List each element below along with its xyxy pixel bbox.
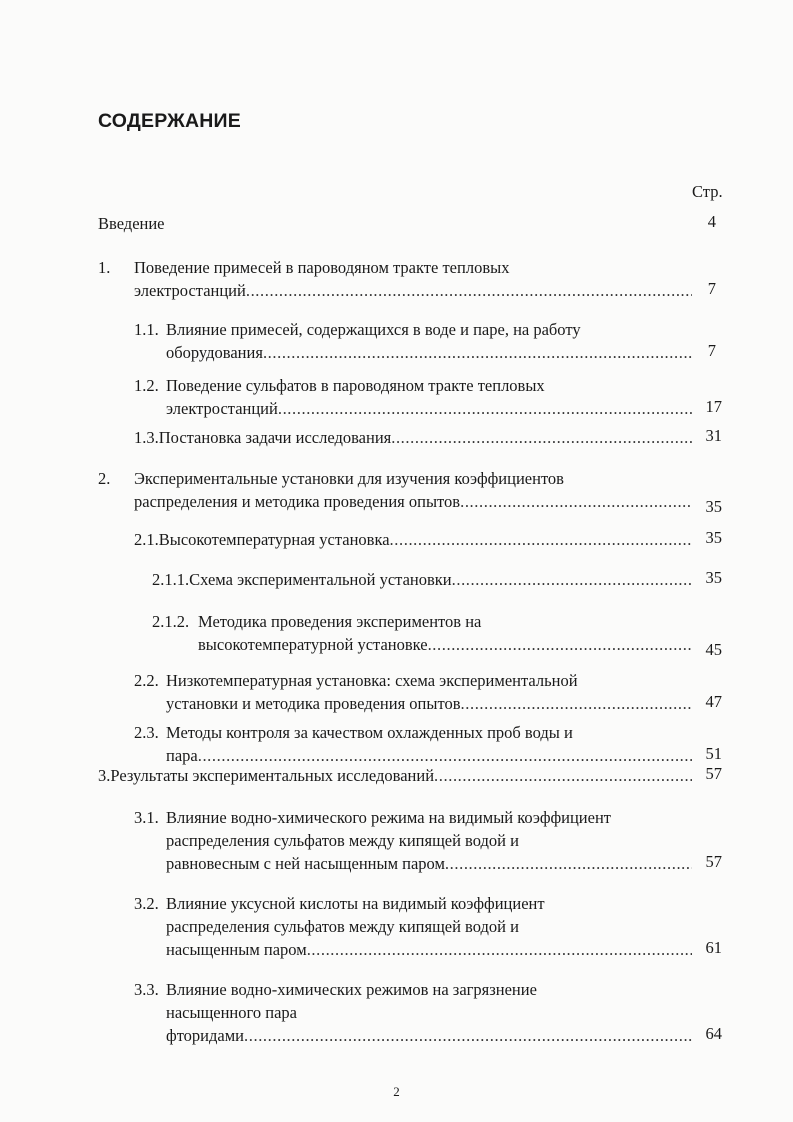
toc-entry-title-cont: электростанций xyxy=(166,399,278,418)
page-title: СОДЕРЖАНИЕ xyxy=(98,110,241,132)
toc-entry-title: Влияние водно-химических режимов на загрязнение xyxy=(166,980,537,999)
toc-entry-number: 1. xyxy=(98,258,111,277)
toc-entry-title: Влияние примесей, содержащихся в воде и паре, на работу xyxy=(166,320,581,339)
toc-entry-number: 2.1.1. xyxy=(152,570,190,589)
toc-entry-title: Влияние водно-химического режима на видимый коэффициент xyxy=(166,808,612,827)
toc-entry-title-cont: оборудования xyxy=(166,343,263,362)
toc-entry-1[interactable] xyxy=(98,256,698,302)
toc-entry-3-1[interactable] xyxy=(134,806,698,875)
toc-entry-3[interactable] xyxy=(98,764,698,787)
toc-entry-title-cont: фторидами xyxy=(166,1026,245,1045)
toc-entry-number: 1.1. xyxy=(134,320,159,339)
toc-entry-page: 47 xyxy=(705,692,722,711)
page-column-header: Стр. xyxy=(692,182,723,201)
toc-entry-page: 31 xyxy=(705,426,722,445)
toc-entry-number: 2.1.2. xyxy=(152,612,190,631)
toc-entry-title: Поведение примесей в пароводяном тракте тепловых xyxy=(134,258,510,277)
toc-entry-3-2[interactable] xyxy=(134,892,698,961)
toc-entry-number: 1.3. xyxy=(134,428,159,447)
dot-leader xyxy=(452,568,692,591)
dot-leader xyxy=(246,279,692,302)
toc-entry-page: 45 xyxy=(705,640,722,659)
toc-entry-title: Влияние уксусной кислоты на видимый коэффициент xyxy=(166,894,545,913)
toc-entry-title: Высокотемпературная установка xyxy=(158,530,390,549)
toc-entry-number: 2.1. xyxy=(134,530,159,549)
toc-entry-title-cont: распределения и методика проведения опытов xyxy=(134,492,461,511)
dot-leader xyxy=(391,426,692,449)
toc-entry-title-cont: распределения сульфатов между кипящей водой и xyxy=(166,831,519,850)
dot-leader xyxy=(434,764,692,787)
toc-entry-number: 1.2. xyxy=(134,376,159,395)
toc-entry-title-cont: электростанций xyxy=(134,281,246,300)
toc-entry-title: Методика проведения экспериментов на xyxy=(198,612,482,631)
toc-entry-2-2[interactable] xyxy=(134,669,698,715)
toc-entry-page: 64 xyxy=(705,1024,722,1043)
toc-entry-number: 3.2. xyxy=(134,894,159,913)
toc-entry-page: 17 xyxy=(705,397,722,416)
toc-entry-page: 61 xyxy=(705,938,722,957)
dot-leader xyxy=(244,1024,692,1047)
dot-leader xyxy=(278,397,692,420)
toc-entry-page: 7 xyxy=(707,279,716,298)
dot-leader xyxy=(460,490,692,513)
toc-entry-number: 3.3. xyxy=(134,980,159,999)
toc-entry-title-cont: пара xyxy=(166,746,198,765)
toc-entry-page: 57 xyxy=(705,852,722,871)
toc-entry-page: 35 xyxy=(705,528,722,547)
toc-entry-number: 2.3. xyxy=(134,723,159,742)
toc-entry-title: Результаты экспериментальных исследований xyxy=(110,766,435,785)
toc-entry-title: Схема экспериментальной установки xyxy=(189,570,452,589)
toc-entry-title: Введение xyxy=(98,214,165,233)
toc-entry-2-1-1[interactable] xyxy=(152,568,698,591)
toc-entry-number: 3. xyxy=(98,766,111,785)
toc-entry-title-cont: установки и методика проведения опытов xyxy=(166,694,461,713)
toc-entry-2-1[interactable] xyxy=(134,528,698,551)
dot-leader xyxy=(390,528,692,551)
toc-entry-title-cont: равновесным с ней насыщенным паром xyxy=(166,854,445,873)
toc-entry-page: 4 xyxy=(707,212,716,231)
toc-entry-title: Методы контроля за качеством охлажденных проб воды и xyxy=(166,723,573,742)
toc-entry-introduction[interactable] xyxy=(98,212,698,235)
toc-entry-page: 35 xyxy=(705,497,722,516)
footer-page-number: 2 xyxy=(393,1084,400,1099)
toc-entry-title: Поведение сульфатов в пароводяном тракте тепловых xyxy=(166,376,545,395)
toc-entry-number: 2. xyxy=(98,469,111,488)
dot-leader xyxy=(428,633,692,656)
toc-entry-title: Постановка задачи исследования xyxy=(158,428,392,447)
toc-entry-page: 51 xyxy=(705,744,722,763)
dot-leader xyxy=(445,852,692,875)
toc-entry-number: 3.1. xyxy=(134,808,159,827)
toc-entry-title-cont: распределения сульфатов между кипящей водой и xyxy=(166,917,519,936)
toc-entry-page: 57 xyxy=(705,764,722,783)
dot-leader xyxy=(461,692,692,715)
toc-entry-1-3[interactable] xyxy=(134,426,698,449)
toc-entry-number: 2.2. xyxy=(134,671,159,690)
toc-entry-1-2[interactable] xyxy=(134,374,698,420)
dot-leader xyxy=(307,938,692,961)
toc-entry-title-cont: насыщенным паром xyxy=(166,940,307,959)
toc-entry-title: Низкотемпературная установка: схема экспериментальной xyxy=(166,671,578,690)
toc-entry-1-1[interactable] xyxy=(134,318,698,364)
toc-entry-page: 7 xyxy=(707,341,716,360)
toc-entry-page: 35 xyxy=(705,568,722,587)
toc-entry-2[interactable] xyxy=(98,467,698,513)
toc-entry-2-1-2[interactable] xyxy=(152,610,698,656)
toc-entry-3-3[interactable] xyxy=(134,978,698,1047)
toc-entry-2-3[interactable] xyxy=(134,721,698,767)
toc-entry-title-cont: насыщенного пара xyxy=(166,1003,297,1022)
dot-leader xyxy=(263,341,692,364)
toc-entry-title: Экспериментальные установки для изучения коэффициентов xyxy=(134,469,564,488)
toc-entry-title-cont: высокотемпературной установке xyxy=(198,635,428,654)
